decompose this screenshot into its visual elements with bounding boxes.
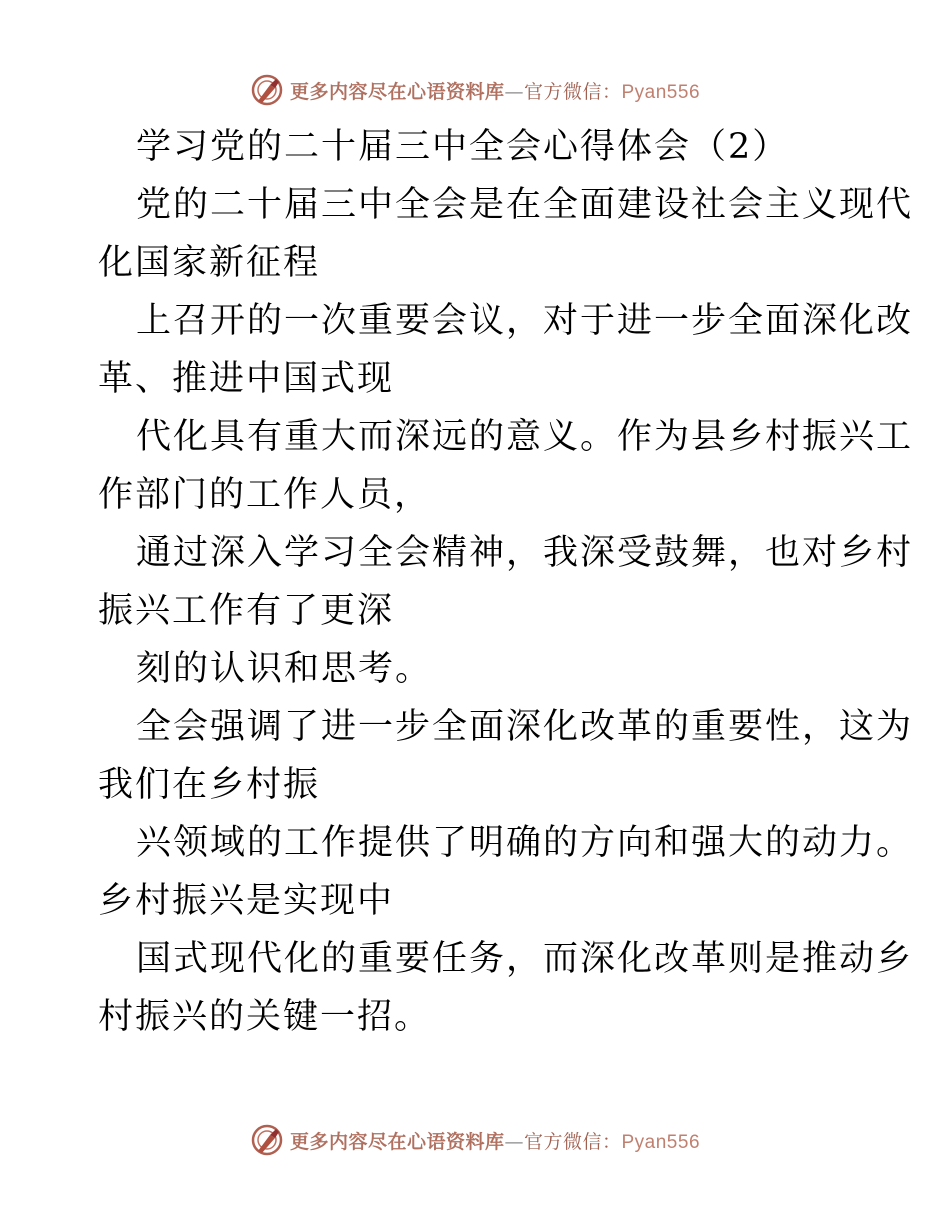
pen-nib-logo-icon <box>250 73 284 107</box>
paragraph-line: 党的二十届三中全会是在全面建设社会主义现代 <box>136 185 914 225</box>
paragraph-line: 革、推进中国式现 <box>98 359 395 399</box>
paragraph-line: 化国家新征程 <box>98 243 321 283</box>
footer-banner <box>0 1120 950 1160</box>
banner-main-text: 更多内容尽在心语资料库 <box>289 1130 505 1153</box>
paragraph-line: 代化具有重大而深远的意义。作为县乡村振兴工 <box>136 417 914 457</box>
paragraph-line: 乡村振兴是实现中 <box>98 881 395 921</box>
banner-main-text: 更多内容尽在心语资料库 <box>289 80 505 103</box>
paragraph-line: 上召开的一次重要会议，对于进一步全面深化改 <box>136 301 914 341</box>
paragraph-line: 国式现代化的重要任务，而深化改革则是推动乡 <box>136 939 914 979</box>
banner-wechat-id: Pyan556 <box>621 1131 701 1153</box>
paragraph-line: 通过深入学习全会精神，我深受鼓舞，也对乡村 <box>136 533 914 573</box>
paragraph-line: 全会强调了进一步全面深化改革的重要性，这为 <box>136 707 914 747</box>
banner-official-text: 官方微信： <box>523 1130 622 1153</box>
footer-banner-text <box>290 1127 700 1154</box>
banner-separator: — <box>504 80 524 103</box>
document-body <box>98 118 914 1046</box>
header-banner <box>0 70 950 110</box>
paragraph-line: 作部门的工作人员， <box>98 475 432 515</box>
banner-official-text: 官方微信： <box>523 80 622 103</box>
paragraph-line: 兴领域的工作提供了明确的方向和强大的动力。 <box>136 823 914 863</box>
pen-nib-logo-icon <box>250 1123 284 1157</box>
header-banner-text <box>290 77 700 104</box>
banner-separator: — <box>504 1130 524 1153</box>
banner-wechat-id: Pyan556 <box>621 81 701 103</box>
paragraph-line: 刻的认识和思考。 <box>136 649 433 689</box>
paragraph-line: 村振兴的关键一招。 <box>98 997 432 1037</box>
paragraph-line: 振兴工作有了更深 <box>98 591 395 631</box>
document-title: 学习党的二十届三中全会心得体会（2） <box>136 127 790 167</box>
paragraph-line: 我们在乡村振 <box>98 765 321 805</box>
